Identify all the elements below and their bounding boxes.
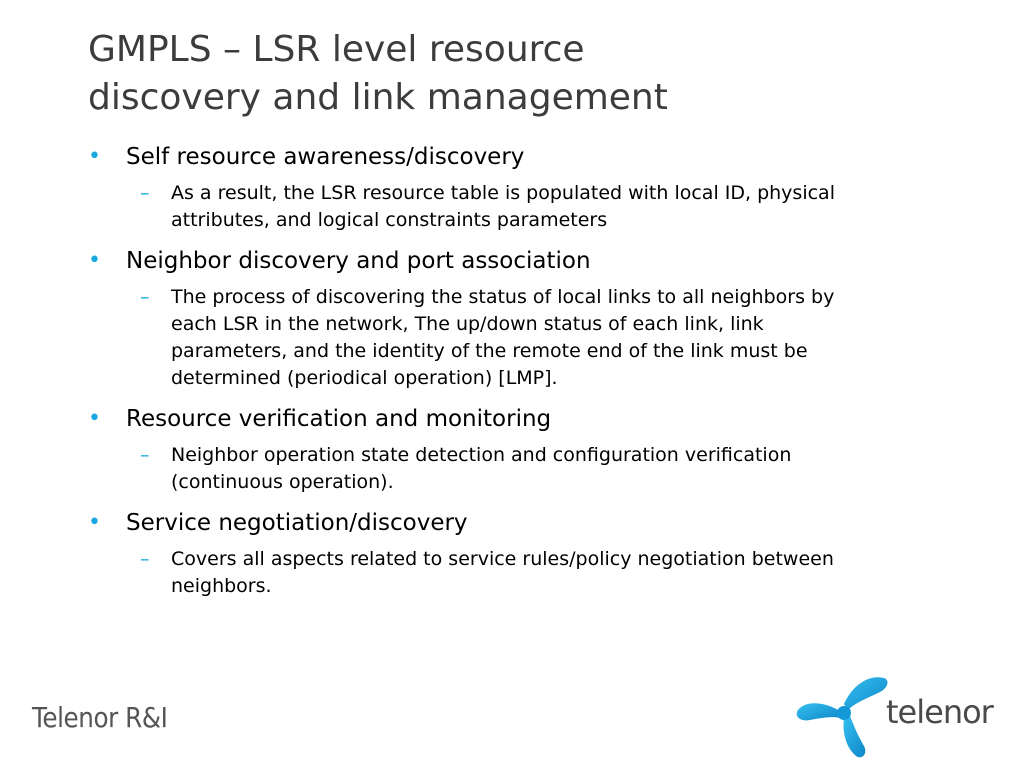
telenor-propeller-icon bbox=[794, 670, 890, 762]
sub-bullet-text: Neighbor operation state detection and configuration verification (continuous operation). bbox=[171, 444, 792, 493]
sub-bullet-text: As a result, the LSR resource table is populated with local ID, physical attributes, and logical constraints parameters bbox=[171, 182, 835, 231]
bullet-item bbox=[88, 244, 878, 278]
sub-bullet-marker: – bbox=[140, 182, 150, 204]
bullet-item bbox=[88, 140, 878, 174]
sub-bullet-text: The process of discovering the status of local links to all neighbors by each LSR in the network, The up/down status of each link, link parameters, and the identity of the remote end of the link must be determined (periodical operation) [LMP]. bbox=[171, 286, 835, 389]
title-line-2: discovery and link management bbox=[88, 77, 668, 118]
bullet-marker: • bbox=[88, 510, 101, 535]
sub-bullet-marker: – bbox=[140, 548, 150, 570]
sub-bullet-marker: – bbox=[140, 286, 150, 308]
bullet-list bbox=[88, 140, 878, 600]
footer-brand-text: Telenor R&I bbox=[32, 701, 168, 734]
sub-bullet-item bbox=[88, 546, 878, 600]
bullet-text: Neighbor discovery and port association bbox=[126, 248, 591, 274]
bullet-item bbox=[88, 506, 878, 540]
sub-bullet-item bbox=[88, 284, 878, 392]
bullet-marker: • bbox=[88, 406, 101, 431]
bullet-text: Service negotiation/discovery bbox=[126, 510, 468, 536]
bullet-item bbox=[88, 402, 878, 436]
bullet-text: Self resource awareness/discovery bbox=[126, 144, 525, 170]
sub-bullet-item bbox=[88, 442, 878, 496]
sub-bullet-text: Covers all aspects related to service rules/policy negotiation between neighbors. bbox=[171, 548, 834, 597]
telenor-logo bbox=[794, 670, 994, 762]
bullet-marker: • bbox=[88, 248, 101, 273]
sub-bullet-marker: – bbox=[140, 444, 150, 466]
title-line-1: GMPLS – LSR level resource bbox=[88, 29, 585, 70]
bullet-text: Resource verification and monitoring bbox=[126, 406, 552, 432]
slide-title bbox=[88, 26, 968, 122]
bullet-marker: • bbox=[88, 144, 101, 169]
telenor-logo-text: telenor bbox=[886, 693, 993, 731]
sub-bullet-item bbox=[88, 180, 878, 234]
